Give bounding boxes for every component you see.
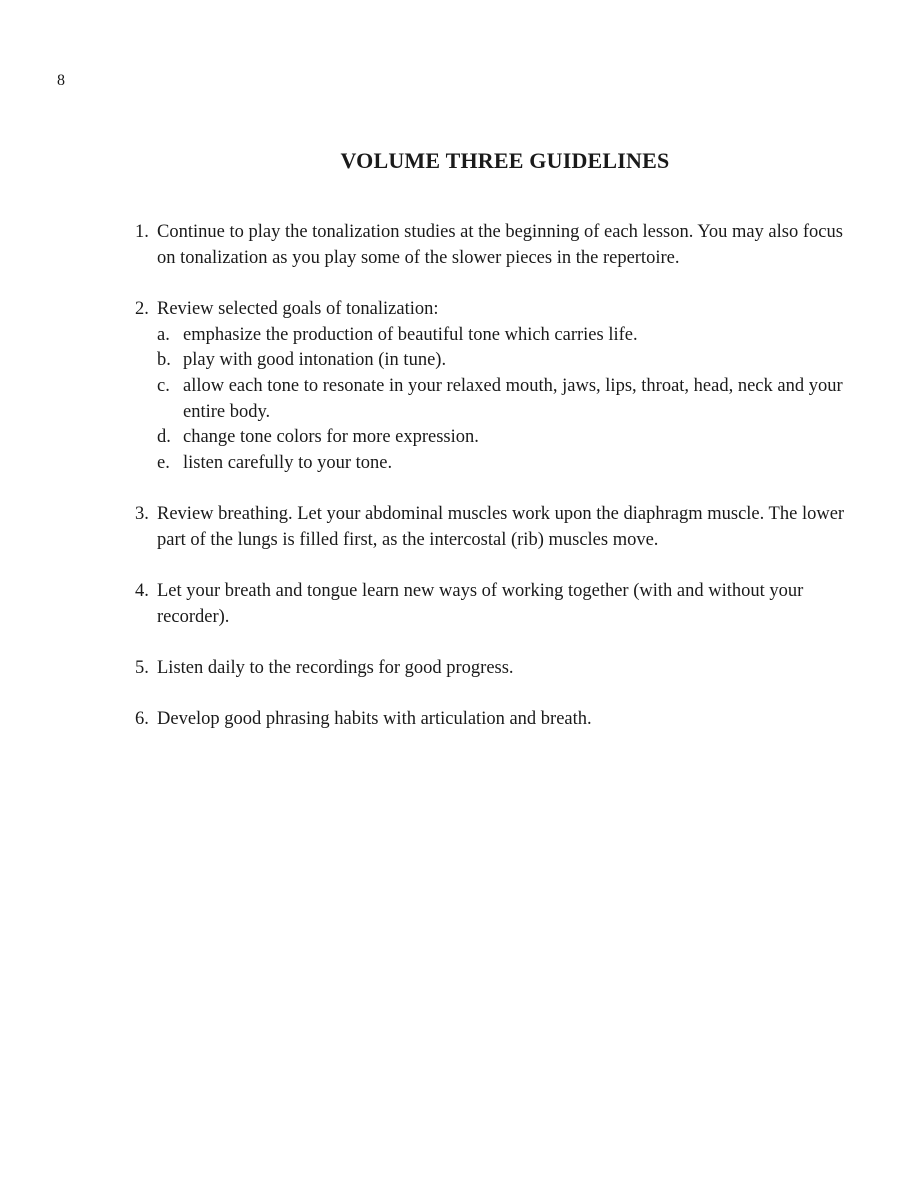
guideline-text: Develop good phrasing habits with articulation and breath. [157,709,592,730]
sub-item [157,451,865,477]
sub-item-text: play with good intonation (in tune). [183,350,447,371]
sub-item-text: allow each tone to resonate in your relaxed mouth, jaws, lips, throat, head, neck and your entire body. [183,376,843,422]
guideline-number: 4. [135,581,149,602]
sub-item-text: listen carefully to your tone. [183,453,393,474]
guideline-item [135,220,865,271]
sub-item-letter: a. [157,324,170,345]
guideline-number: 2. [135,298,149,319]
guideline-text: Review selected goals of tonalization: [157,298,439,319]
guideline-item [135,656,865,682]
guideline-item [135,502,865,553]
sub-item [157,323,865,349]
sub-item-text: emphasize the production of beautiful tone which carries life. [183,324,638,345]
guideline-text: Let your breath and tongue learn new ways of working together (with and without your recorder). [157,581,804,627]
guideline-number: 5. [135,658,149,679]
page-number: 8 [57,72,65,89]
guideline-item [135,579,865,630]
guideline-item [135,707,865,733]
sub-item-text: change tone colors for more expression. [183,427,479,448]
page-title: VOLUME THREE GUIDELINES [340,148,670,173]
sub-item-letter: d. [157,427,171,448]
guideline-text: Continue to play the tonalization studies at the beginning of each lesson. You may also focus on tonalization as you play some of the slower pieces in the repertoire. [157,222,843,268]
sub-item-letter: b. [157,350,171,371]
guideline-text: Review breathing. Let your abdominal muscles work upon the diaphragm muscle. The lower part of the lungs is filled first, as the intercostal (rib) muscles move. [157,504,845,551]
guideline-item [135,297,865,477]
guideline-text: Listen daily to the recordings for good progress. [157,658,514,679]
sub-item [157,425,865,451]
sub-item-letter: e. [157,453,170,474]
guideline-number: 1. [135,222,149,242]
sub-item [157,348,865,374]
guideline-number: 3. [135,504,149,525]
sub-item [157,374,865,425]
guidelines-list [135,220,865,759]
sub-list [157,323,865,477]
guideline-number: 6. [135,709,149,730]
sub-item-letter: c. [157,376,170,397]
